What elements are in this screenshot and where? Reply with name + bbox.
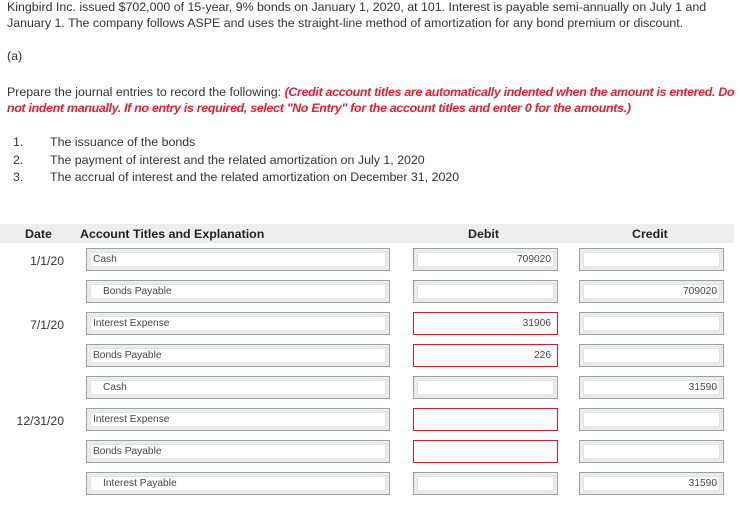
credit-field[interactable] bbox=[579, 344, 724, 367]
account-title-field[interactable] bbox=[86, 472, 390, 495]
credit-column-header: Credit bbox=[632, 227, 668, 241]
journal-row bbox=[0, 408, 734, 433]
credit-value: 31590 bbox=[688, 382, 717, 393]
debit-field[interactable] bbox=[413, 312, 558, 335]
credit-field[interactable] bbox=[579, 472, 724, 495]
debit-field[interactable] bbox=[413, 280, 558, 303]
account-title-field[interactable] bbox=[86, 248, 390, 271]
instructions bbox=[7, 84, 735, 116]
debit-field[interactable] bbox=[413, 408, 558, 431]
debit-field[interactable] bbox=[413, 472, 558, 495]
credit-field[interactable] bbox=[579, 280, 724, 303]
debit-field[interactable] bbox=[413, 376, 558, 399]
instructions-note: (Credit account titles are automatically indented when the amount is entered. Do not indent manually. If no entry is required, select "No Entry" for the account titles and enter 0 for the amounts.) bbox=[7, 85, 735, 115]
debit-field[interactable] bbox=[413, 344, 558, 367]
account-title-value: Interest Expense bbox=[93, 414, 170, 425]
credit-field[interactable] bbox=[579, 440, 724, 463]
entry-date: 1/1/20 bbox=[30, 254, 64, 268]
journal-row bbox=[0, 440, 734, 465]
credit-value: 709020 bbox=[683, 286, 717, 297]
instructions-prefix: Prepare the journal entries to record the following: bbox=[7, 85, 285, 99]
journal-row bbox=[0, 472, 734, 497]
task-text: The issuance of the bonds bbox=[50, 135, 196, 149]
account-title-value: Interest Expense bbox=[93, 318, 170, 329]
debit-value: 226 bbox=[534, 350, 551, 361]
debit-field[interactable] bbox=[413, 440, 558, 463]
account-title-field[interactable] bbox=[86, 280, 390, 303]
task-item bbox=[13, 153, 459, 171]
account-title-value: Bonds Payable bbox=[103, 286, 172, 297]
account-title-field[interactable] bbox=[86, 312, 390, 335]
debit-value: 31906 bbox=[522, 318, 551, 329]
account-title-field[interactable] bbox=[86, 408, 390, 431]
debit-column-header: Debit bbox=[468, 227, 499, 241]
entry-date: 12/31/20 bbox=[16, 414, 64, 428]
task-number: 2. bbox=[13, 152, 24, 167]
account-column-header: Account Titles and Explanation bbox=[80, 227, 265, 241]
journal-row bbox=[0, 344, 734, 369]
account-title-field[interactable] bbox=[86, 376, 390, 399]
problem-statement: Kingbird Inc. issued $702,000 of 15-year, 9% bonds on January 1, 2020, at 101. Interest is payable semi-annually on July 1 and January 1. The company follows ASPE and uses the straight-line method of amortization for any bond premium or discount. bbox=[7, 0, 707, 30]
credit-field[interactable] bbox=[579, 248, 724, 271]
journal-row bbox=[0, 376, 734, 401]
credit-field[interactable] bbox=[579, 376, 724, 399]
part-label: (a) bbox=[7, 49, 23, 63]
account-title-field[interactable] bbox=[86, 440, 390, 463]
credit-value: 31590 bbox=[688, 478, 717, 489]
account-title-value: Cash bbox=[103, 382, 127, 393]
task-text: The accrual of interest and the related amortization on December 31, 2020 bbox=[50, 170, 460, 184]
debit-field[interactable] bbox=[413, 248, 558, 271]
account-title-value: Cash bbox=[93, 254, 117, 265]
entry-date: 7/1/20 bbox=[30, 318, 64, 332]
journal-row bbox=[0, 248, 734, 273]
account-title-value: Bonds Payable bbox=[93, 350, 162, 361]
journal-row bbox=[0, 280, 734, 305]
task-item bbox=[13, 170, 459, 188]
task-list bbox=[13, 135, 459, 188]
credit-field[interactable] bbox=[579, 312, 724, 335]
task-text: The payment of interest and the related amortization on July 1, 2020 bbox=[50, 152, 425, 167]
account-title-value: Bonds Payable bbox=[93, 446, 162, 457]
task-item bbox=[13, 135, 459, 153]
account-title-field[interactable] bbox=[86, 344, 390, 367]
task-number: 3. bbox=[13, 170, 24, 184]
journal-table-header bbox=[0, 224, 734, 243]
credit-field[interactable] bbox=[579, 408, 724, 431]
date-column-header: Date bbox=[25, 227, 52, 241]
account-title-value: Interest Payable bbox=[103, 478, 177, 489]
journal-row bbox=[0, 312, 734, 337]
task-number: 1. bbox=[13, 135, 24, 149]
debit-value: 709020 bbox=[517, 254, 551, 265]
